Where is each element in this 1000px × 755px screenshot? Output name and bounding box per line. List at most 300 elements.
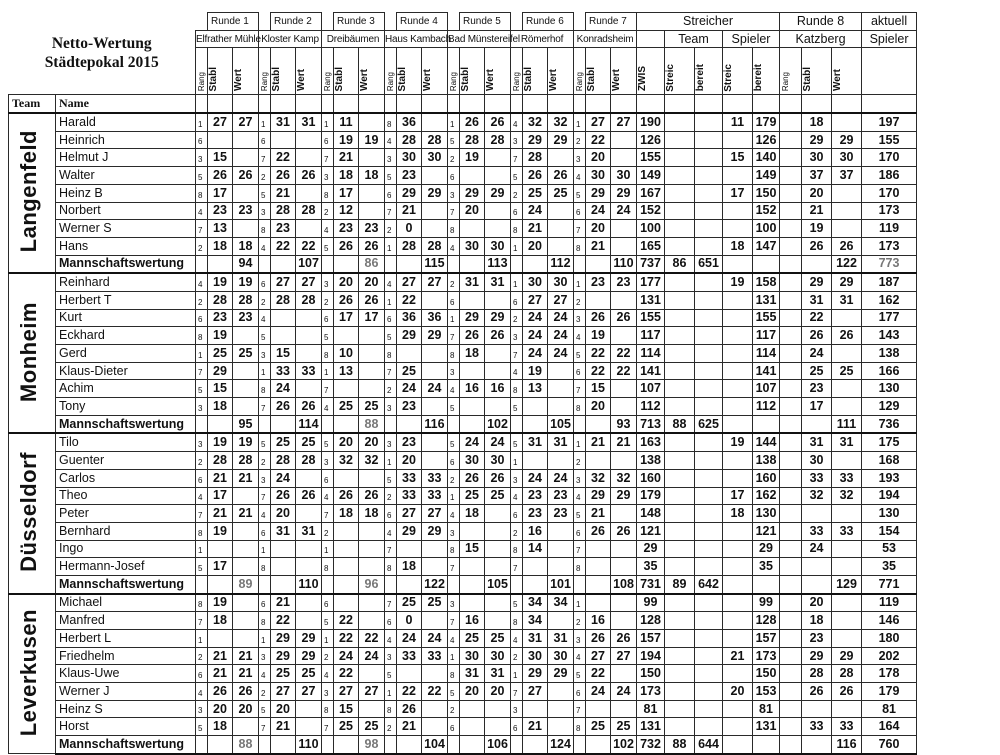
header-blank	[208, 95, 233, 113]
mw-round-total: 110	[296, 736, 322, 754]
team-streic	[665, 398, 695, 416]
r8-wert	[832, 345, 862, 363]
spieler-bereit: 99	[753, 594, 780, 612]
round-rang: 3	[259, 647, 271, 665]
round-rang: 7	[511, 558, 523, 576]
mw-blank	[723, 575, 753, 593]
round-rang: 1	[511, 237, 523, 255]
spieler-streic: 17	[723, 184, 753, 202]
table-row	[9, 487, 917, 505]
round-wert: 29	[422, 522, 448, 540]
table-row	[9, 149, 917, 167]
vertical-label: Wert	[233, 69, 244, 92]
round-stabl	[586, 540, 611, 558]
player-name: Manfred	[56, 612, 196, 630]
r8-stabl: 22	[802, 309, 832, 327]
round-stabl: 24	[586, 202, 611, 220]
zwis-value: 149	[637, 167, 665, 185]
r8-rang	[780, 433, 802, 451]
round-rang: 2	[448, 149, 460, 167]
spieler-streic: 11	[723, 113, 753, 131]
round-rang: 5	[196, 167, 208, 185]
round-wert	[548, 452, 574, 470]
round-stabl: 31	[460, 665, 485, 683]
round-rang: 8	[574, 558, 586, 576]
round-stabl: 24	[523, 202, 548, 220]
round-rang: 4	[574, 167, 586, 185]
vertical-label: Rang	[781, 72, 791, 92]
round-stabl: 31	[523, 433, 548, 451]
round-wert	[359, 327, 385, 345]
mw-blank	[780, 255, 802, 273]
aktuell-value: 170	[862, 149, 917, 167]
mw-round-total: 102	[485, 415, 511, 433]
vertical-label: Wert	[611, 69, 622, 92]
team-bereit	[695, 131, 723, 149]
player-name: Herbert L	[56, 630, 196, 648]
zwis-value: 107	[637, 380, 665, 398]
round-rang: 8	[448, 665, 460, 683]
header-blank	[802, 95, 832, 113]
round-rang: 1	[259, 630, 271, 648]
round-rang: 3	[448, 184, 460, 202]
round-wert	[485, 522, 511, 540]
round-stabl: 19	[460, 149, 485, 167]
round-wert	[611, 540, 637, 558]
round-rang: 5	[322, 237, 334, 255]
round-stabl: 32	[523, 113, 548, 131]
title-line-2: Städtepokal 2015	[44, 54, 159, 72]
aktuell-value: 170	[862, 184, 917, 202]
player-name: Bernhard	[56, 522, 196, 540]
round-wert	[233, 131, 259, 149]
team-streic	[665, 594, 695, 612]
round-stabl: 17	[334, 184, 359, 202]
table-row	[9, 612, 917, 630]
team-total-row	[9, 415, 917, 433]
r8-rang	[780, 665, 802, 683]
table-row	[9, 665, 917, 683]
round-rang: 1	[574, 273, 586, 291]
round-rang: 4	[196, 273, 208, 291]
round-rang: 6	[259, 273, 271, 291]
r8-wert: 29	[832, 273, 862, 291]
round-wert	[233, 540, 259, 558]
round-rang: 2	[574, 612, 586, 630]
round-rang: 5	[574, 345, 586, 363]
round-wert: 24	[422, 380, 448, 398]
round-rang: 7	[448, 612, 460, 630]
mw-blank	[271, 415, 296, 433]
aktuell-header: aktuell	[862, 13, 917, 31]
r8-stabl: 19	[802, 220, 832, 238]
round-rang: 8	[196, 594, 208, 612]
mw-aktuell: 736	[862, 415, 917, 433]
round-wert: 31	[548, 630, 574, 648]
aktuell-value: 155	[862, 131, 917, 149]
round-stabl: 27	[586, 647, 611, 665]
round-wert	[233, 522, 259, 540]
zwis-value: 190	[637, 113, 665, 131]
vertical-label: ZWIS	[637, 66, 648, 92]
round-stabl	[334, 469, 359, 487]
round-rang: 6	[574, 362, 586, 380]
round-stabl	[271, 309, 296, 327]
round-rang: 3	[448, 594, 460, 612]
round-wert: 31	[485, 273, 511, 291]
round-stabl: 22	[586, 362, 611, 380]
round-wert	[611, 700, 637, 718]
r8-stabl: 26	[802, 237, 832, 255]
zwis-value: 194	[637, 647, 665, 665]
spieler-streic: 15	[723, 149, 753, 167]
round-rang: 8	[259, 612, 271, 630]
team-bereit	[695, 647, 723, 665]
r8-stabl: 23	[802, 630, 832, 648]
mw-blank	[448, 736, 460, 754]
round-rang: 4	[196, 683, 208, 701]
round8-header: Runde 8	[780, 13, 862, 31]
col-team-header: Team	[9, 95, 56, 113]
round-rang: 6	[385, 612, 397, 630]
round-rang: 1	[322, 362, 334, 380]
round-wert	[233, 630, 259, 648]
team-name	[9, 433, 56, 593]
round-stabl: 17	[334, 309, 359, 327]
round-stabl: 31	[271, 522, 296, 540]
round-wert	[548, 522, 574, 540]
zwis-value: 163	[637, 433, 665, 451]
mw-round-total: 105	[548, 415, 574, 433]
round-wert: 24	[548, 469, 574, 487]
round-rang: 1	[196, 630, 208, 648]
round-stabl: 28	[397, 131, 422, 149]
round-header-label: Runde 2	[271, 13, 322, 31]
round-rang: 6	[259, 522, 271, 540]
mw-blank	[322, 575, 334, 593]
team-bereit	[695, 665, 723, 683]
header-blank	[359, 95, 385, 113]
round-stabl	[271, 540, 296, 558]
round-stabl: 28	[271, 291, 296, 309]
round-rang: 3	[574, 469, 586, 487]
header-blank	[397, 95, 422, 113]
r8-rang	[780, 220, 802, 238]
table-row	[9, 700, 917, 718]
round-rang: 3	[511, 700, 523, 718]
round-stabl: 21	[334, 149, 359, 167]
round-stabl: 21	[397, 202, 422, 220]
table-row	[9, 647, 917, 665]
round-stabl: 0	[397, 612, 422, 630]
team-streic	[665, 683, 695, 701]
vertical-label: Stabl	[586, 66, 597, 92]
round-rang: 5	[385, 167, 397, 185]
round-stabl	[460, 558, 485, 576]
round-stabl: 32	[586, 469, 611, 487]
round-stabl	[208, 131, 233, 149]
round-rang: 5	[448, 683, 460, 701]
r8-wert	[832, 309, 862, 327]
spieler-bereit: 81	[753, 700, 780, 718]
r8-wert: 29	[832, 131, 862, 149]
r8-wert	[832, 220, 862, 238]
subhead-stabl	[397, 48, 422, 95]
round-stabl: 18	[334, 167, 359, 185]
round-wert: 25	[296, 433, 322, 451]
mw-blank	[586, 415, 611, 433]
round-rang: 7	[448, 327, 460, 345]
round-wert: 30	[485, 647, 511, 665]
round-stabl: 13	[523, 380, 548, 398]
round-rang: 8	[574, 718, 586, 736]
round-stabl: 15	[208, 149, 233, 167]
aktuell-value: 130	[862, 505, 917, 523]
round-wert	[296, 220, 322, 238]
r8-rang	[780, 291, 802, 309]
subhead-aktuell	[862, 48, 917, 95]
round-wert	[296, 718, 322, 736]
round-wert: 18	[359, 167, 385, 185]
round-wert	[296, 700, 322, 718]
round-rang: 8	[448, 345, 460, 363]
round-stabl: 31	[523, 630, 548, 648]
r8-rang	[780, 237, 802, 255]
aktuell-value: 202	[862, 647, 917, 665]
r8-rang	[780, 398, 802, 416]
spieler-bereit: 160	[753, 469, 780, 487]
round-stabl: 20	[586, 398, 611, 416]
mw-round-total: 104	[422, 736, 448, 754]
zwis-value: 155	[637, 149, 665, 167]
round-wert: 19	[359, 131, 385, 149]
team-bereit	[695, 398, 723, 416]
round-header-label: Runde 3	[334, 13, 385, 31]
spieler-bereit: 155	[753, 309, 780, 327]
round-wert: 30	[485, 237, 511, 255]
spieler-streic	[723, 327, 753, 345]
round-rang: 4	[448, 237, 460, 255]
round-stabl: 18	[460, 505, 485, 523]
player-name: Werner S	[56, 220, 196, 238]
round-stabl: 28	[208, 452, 233, 470]
mw-round-total: 95	[233, 415, 259, 433]
round-wert	[611, 665, 637, 683]
team-bereit	[695, 309, 723, 327]
round-wert	[485, 149, 511, 167]
r8-rang	[780, 700, 802, 718]
round-wert: 30	[548, 647, 574, 665]
zwis-value: 121	[637, 522, 665, 540]
mw-blank	[523, 415, 548, 433]
round-rang: 8	[196, 184, 208, 202]
r8-rang	[780, 345, 802, 363]
round-wert: 21	[233, 647, 259, 665]
round-wert: 25	[359, 718, 385, 736]
r8-stabl: 33	[802, 718, 832, 736]
subhead-team-streic	[665, 48, 695, 95]
zwis-value: 177	[637, 273, 665, 291]
mw-round-total: 101	[548, 575, 574, 593]
team-streic	[665, 220, 695, 238]
round-rang: 1	[385, 237, 397, 255]
round-rang: 7	[511, 345, 523, 363]
r8-rang	[780, 594, 802, 612]
player-name: Guenter	[56, 452, 196, 470]
round-rang: 6	[322, 594, 334, 612]
spieler-streic	[723, 665, 753, 683]
team-bereit	[695, 558, 723, 576]
round-rang: 4	[385, 630, 397, 648]
round-wert: 24	[548, 309, 574, 327]
header-blank	[753, 95, 780, 113]
header-blank	[511, 95, 523, 113]
round-stabl: 12	[334, 202, 359, 220]
round-wert	[548, 220, 574, 238]
round-rang: 6	[448, 167, 460, 185]
r8-rang	[780, 718, 802, 736]
player-name: Norbert	[56, 202, 196, 220]
round-wert: 23	[548, 487, 574, 505]
r8-wert	[832, 505, 862, 523]
mw-blank	[511, 736, 523, 754]
round-rang: 7	[385, 594, 397, 612]
mw-blank	[511, 255, 523, 273]
header-blank	[862, 95, 917, 113]
round-rang: 4	[511, 362, 523, 380]
table-row	[9, 309, 917, 327]
round-rang: 7	[385, 362, 397, 380]
vertical-label: Wert	[485, 69, 496, 92]
team-bereit	[695, 237, 723, 255]
round-wert: 26	[359, 291, 385, 309]
player-name: Heinz S	[56, 700, 196, 718]
round-location: Bad Münstereifel	[448, 30, 511, 48]
round-stabl	[460, 700, 485, 718]
round-wert	[422, 345, 448, 363]
mw-round-total: 86	[359, 255, 385, 273]
round-rang: 4	[322, 220, 334, 238]
round-wert	[296, 540, 322, 558]
r8-rang	[780, 487, 802, 505]
round-wert	[233, 362, 259, 380]
mw-blank	[574, 736, 586, 754]
mw-blank	[385, 736, 397, 754]
mannschaftswertung-label: Mannschaftswertung	[56, 255, 196, 273]
player-name: Heinrich	[56, 131, 196, 149]
round-stabl: 15	[586, 380, 611, 398]
round-wert: 25	[611, 718, 637, 736]
spieler-bereit: 140	[753, 149, 780, 167]
mw-round-total: 113	[485, 255, 511, 273]
round-location: Konradsheim	[574, 30, 637, 48]
round-rang: 8	[196, 327, 208, 345]
round-rang: 2	[511, 184, 523, 202]
round-stabl: 28	[523, 149, 548, 167]
team-bereit	[695, 345, 723, 363]
round-wert: 23	[233, 309, 259, 327]
round-wert: 28	[422, 237, 448, 255]
round-stabl: 26	[271, 167, 296, 185]
r8-stabl: 37	[802, 167, 832, 185]
r8-wert: 32	[832, 487, 862, 505]
table-row	[9, 718, 917, 736]
round-rang: 4	[259, 309, 271, 327]
round-stabl: 26	[523, 167, 548, 185]
vertical-label: Stabl	[802, 66, 814, 92]
r8-rang	[780, 469, 802, 487]
zwis-spacer	[637, 30, 665, 48]
round-stabl: 13	[334, 362, 359, 380]
mw-blank	[448, 255, 460, 273]
round-stabl: 22	[586, 345, 611, 363]
round-stabl: 20	[397, 452, 422, 470]
title-line-1: Netto-Wertung	[51, 35, 152, 53]
mw-zwis: 737	[637, 255, 665, 273]
round-header-label: Runde 5	[460, 13, 511, 31]
round-rang: 3	[574, 149, 586, 167]
round-wert: 27	[359, 683, 385, 701]
r8-wert: 26	[832, 237, 862, 255]
round-wert: 25	[548, 184, 574, 202]
round-stabl: 33	[397, 469, 422, 487]
round-stabl: 21	[271, 184, 296, 202]
mw-blank	[208, 255, 233, 273]
round-wert	[359, 469, 385, 487]
subhead-stabl	[586, 48, 611, 95]
round-rang: 2	[259, 683, 271, 701]
round-location: Elfrather Mühle	[196, 30, 259, 48]
team-bereit	[695, 220, 723, 238]
round-wert: 28	[296, 202, 322, 220]
round-rang: 4	[448, 505, 460, 523]
subhead-r8-wert	[832, 48, 862, 95]
spieler-bereit: 117	[753, 327, 780, 345]
table-row	[9, 131, 917, 149]
player-name: Friedhelm	[56, 647, 196, 665]
round-wert: 36	[422, 309, 448, 327]
round-rang: 6	[574, 683, 586, 701]
round-stabl: 24	[397, 380, 422, 398]
round-stabl	[460, 291, 485, 309]
round-wert: 20	[359, 273, 385, 291]
round-rang: 1	[385, 683, 397, 701]
round-wert	[485, 398, 511, 416]
round-wert	[548, 718, 574, 736]
round-stabl: 16	[523, 522, 548, 540]
streicher-header: Streicher	[637, 13, 780, 31]
round-wert	[485, 558, 511, 576]
zwis-value: 141	[637, 362, 665, 380]
round-wert	[611, 594, 637, 612]
table-row	[9, 398, 917, 416]
round-stabl	[460, 398, 485, 416]
round-header-label: Runde 1	[208, 13, 259, 31]
mw-blank	[723, 255, 753, 273]
round-wert: 31	[485, 665, 511, 683]
mw-team-bereit: 642	[695, 575, 723, 593]
round-rang: 2	[259, 452, 271, 470]
r8-wert	[832, 398, 862, 416]
vertical-label: Stabl	[523, 66, 534, 92]
header-blank	[196, 95, 208, 113]
vertical-label: Rang	[449, 72, 458, 92]
vertical-label: Wert	[359, 69, 370, 92]
table-row	[9, 237, 917, 255]
round-wert: 22	[296, 237, 322, 255]
round-wert: 33	[422, 647, 448, 665]
round-wert: 26	[233, 683, 259, 701]
